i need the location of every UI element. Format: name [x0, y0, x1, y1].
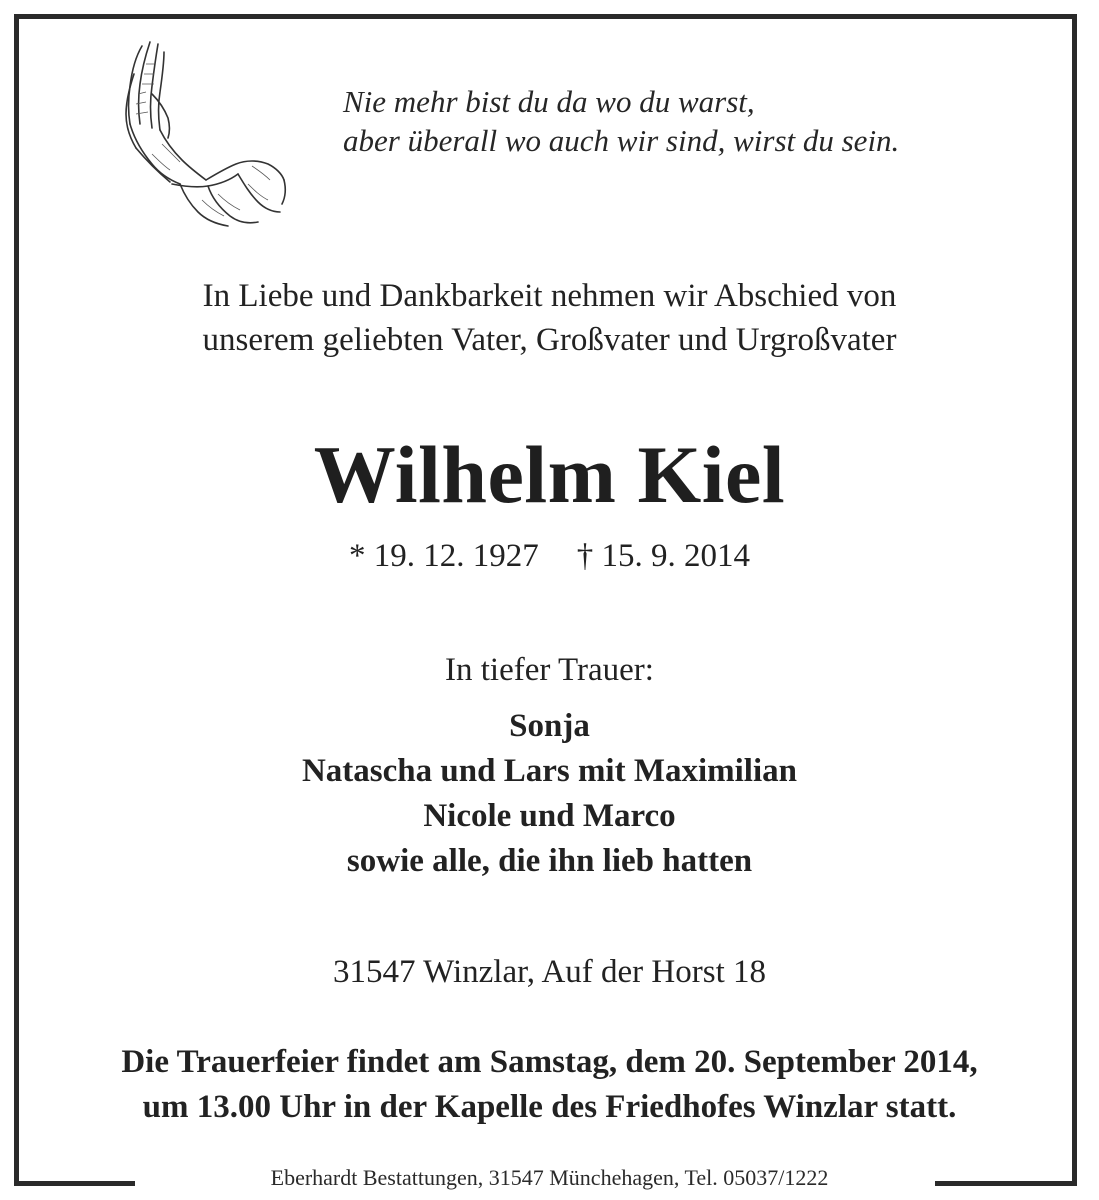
mourner-name: sowie alle, die ihn lieb hatten [346, 843, 753, 879]
mourners-list [0, 704, 1099, 884]
ceremony-line-1: Die Trauerfeier findet am Samstag, dem 20. September 2014, [121, 1044, 978, 1080]
praying-hands-icon [112, 34, 292, 230]
mourner-name: Natascha und Lars mit Maximilian [301, 753, 798, 789]
death-date: † 15. 9. 2014 [576, 538, 750, 574]
funeral-home-footer: Eberhardt Bestattungen, 31547 Münchehagen, Tel. 05037/1222 [270, 1165, 829, 1190]
intro-line-2: unserem geliebten Vater, Großvater und Urgroßvater [202, 322, 897, 358]
mourning-label: In tiefer Trauer: [445, 652, 654, 688]
ceremony-line-2: um 13.00 Uhr in der Kapelle des Friedhofes Winzlar statt. [142, 1089, 957, 1125]
deceased-name: Wilhelm Kiel [313, 429, 786, 520]
quote-line-2: aber überall wo auch wir sind, wirst du sein. [343, 123, 900, 158]
quote [343, 82, 899, 160]
intro-line-1: In Liebe und Dankbarkeit nehmen wir Abschied von [202, 278, 897, 314]
life-dates [0, 536, 1099, 576]
mourner-name: Nicole und Marco [423, 798, 676, 834]
quote-line-1: Nie mehr bist du da wo du warst, [343, 84, 755, 119]
family-address: 31547 Winzlar, Auf der Horst 18 [333, 954, 766, 990]
intro-text [0, 274, 1099, 362]
mourner-name: Sonja [509, 708, 590, 744]
birth-date: * 19. 12. 1927 [349, 538, 539, 574]
ceremony-info [0, 1040, 1099, 1130]
